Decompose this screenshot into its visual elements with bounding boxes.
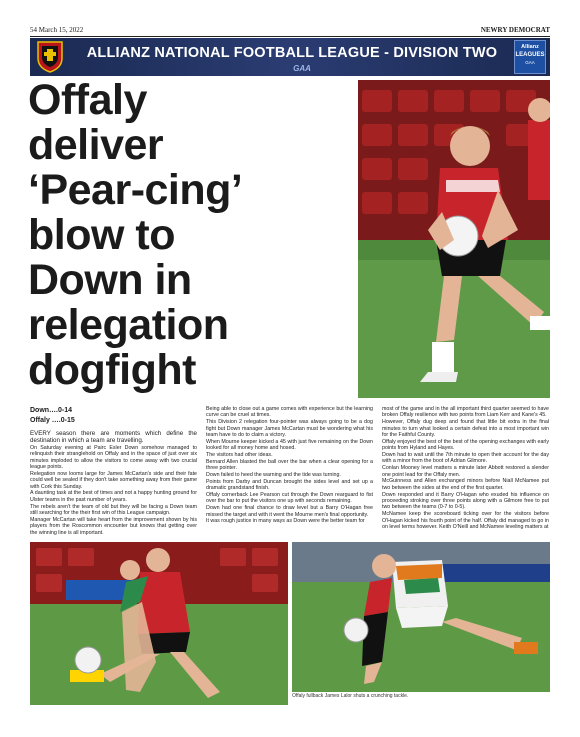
county-crest-icon <box>36 40 64 73</box>
action-photo-right <box>292 542 550 692</box>
article-column-2: Being able to close out a game comes with experience but the learning curve can be cruel at times. This Division 2 relegation four-pointer was always going to be a dog fight but Down manager James McCartan must be wondering what his team have to do to claim a victory. When Mourne keeper kicked a 45 with just five remaining on the Down looked for all money home and hosed. The visitors had other ideas. Bernard Allen blasted the ball over the bar when a clear opening for a three pointer. Down failed to heed the warning and the tide was turning. Points from Darby and Duncan brought the sides level and set up a dramatic grandstand finish. Offaly cornerback Lee Pearson cut through the Down rearguard to fist over the bar to put the visitors one up with seconds remaining. Down had one final chance to draw level but a Barry O'Hagan free missed the target and with it went the Mourne men's final opportunity. It was rough justice in many ways as Down were the better team for <box>206 406 373 525</box>
gaa-logo: GAA <box>293 64 311 73</box>
headline: Offaly deliver ‘Pear-cing’ blow to Down in relegation dogfight <box>28 76 243 394</box>
article-column-1: EVERY season there are moments which define the destination in which a team are travelling. On Saturday evening at Pairc Esler Down somehow managed to relinquish their stranglehold on Offaly and in the space of just over six minutes imploded to allow the visitors to come away with two crucial league points. Relegation now looms large for James McCartan's side and their fate could well be sealed if they don't take something away from their game with Cork this Sunday. A daunting task at the best of times and not a happy hunting ground for Ulster teams in the past number of years. The rebels aren't the team of old but they will be facing a Down team still searching for the their first win of this League campaign. Manager McCartan will take heart from the improvement shown by his players from the Roscommon encounter but knows that getting over the winning line is all important. <box>30 430 197 536</box>
page-header <box>30 26 550 36</box>
action-photo-left <box>30 542 288 705</box>
banner-title: ALLIANZ NATIONAL FOOTBALL LEAGUE - DIVISION TWO <box>86 45 498 61</box>
score-down: Down….0-14 <box>30 407 73 414</box>
newspaper-name: NEWRY DEMOCRAT <box>480 26 550 34</box>
header-rule <box>30 36 550 37</box>
score-offaly: Offaly ….0-15 <box>30 417 75 424</box>
main-photo <box>358 80 550 398</box>
allianz-leagues-logo: Allianz LEAGUES GAA <box>514 40 546 74</box>
scoreline <box>30 406 75 426</box>
article-column-3: most of the game and in the all important third quarter seemed to have broken Offaly resilience with two points from Liam Kerr and Kane's 45. However, Offaly dug deep and found that little bit extra in the final minutes to turn what looked a certain defeat into a most important win for the Faithful County. Offaly enjoyed the best of the best of the opening exchanges with early points from Hyland and Hayes. Down had to wait until the 7th minute to open their account for the day with a minor from the boot of Adrian Gilmore. Conlan Mooney level matters a minute later Abbott restored a slender one point lead for the Offaly men. McGuinness and Allen exchanged minors before Niall McNamee put two between the sides at the end of the first quarter. Down responded and it Barry O'Hagan who exuded his influence on proceeding stroking over three points along with a Gilmore free to put two between the teams (0-7 to 0-5). McNamee keep the scoreboard ticking over for the visitors before O'Hagan kicked his fourth point of the half. Offaly did managed to go in on level terms however. Keith O'Neill and McNamee leveling matters at <box>382 406 549 531</box>
page-number: 54 March 15, 2022 <box>30 26 84 34</box>
section-banner <box>30 38 550 76</box>
photo-caption: Offaly fullback James Lalor shuts a crunching tackle. <box>292 693 409 699</box>
